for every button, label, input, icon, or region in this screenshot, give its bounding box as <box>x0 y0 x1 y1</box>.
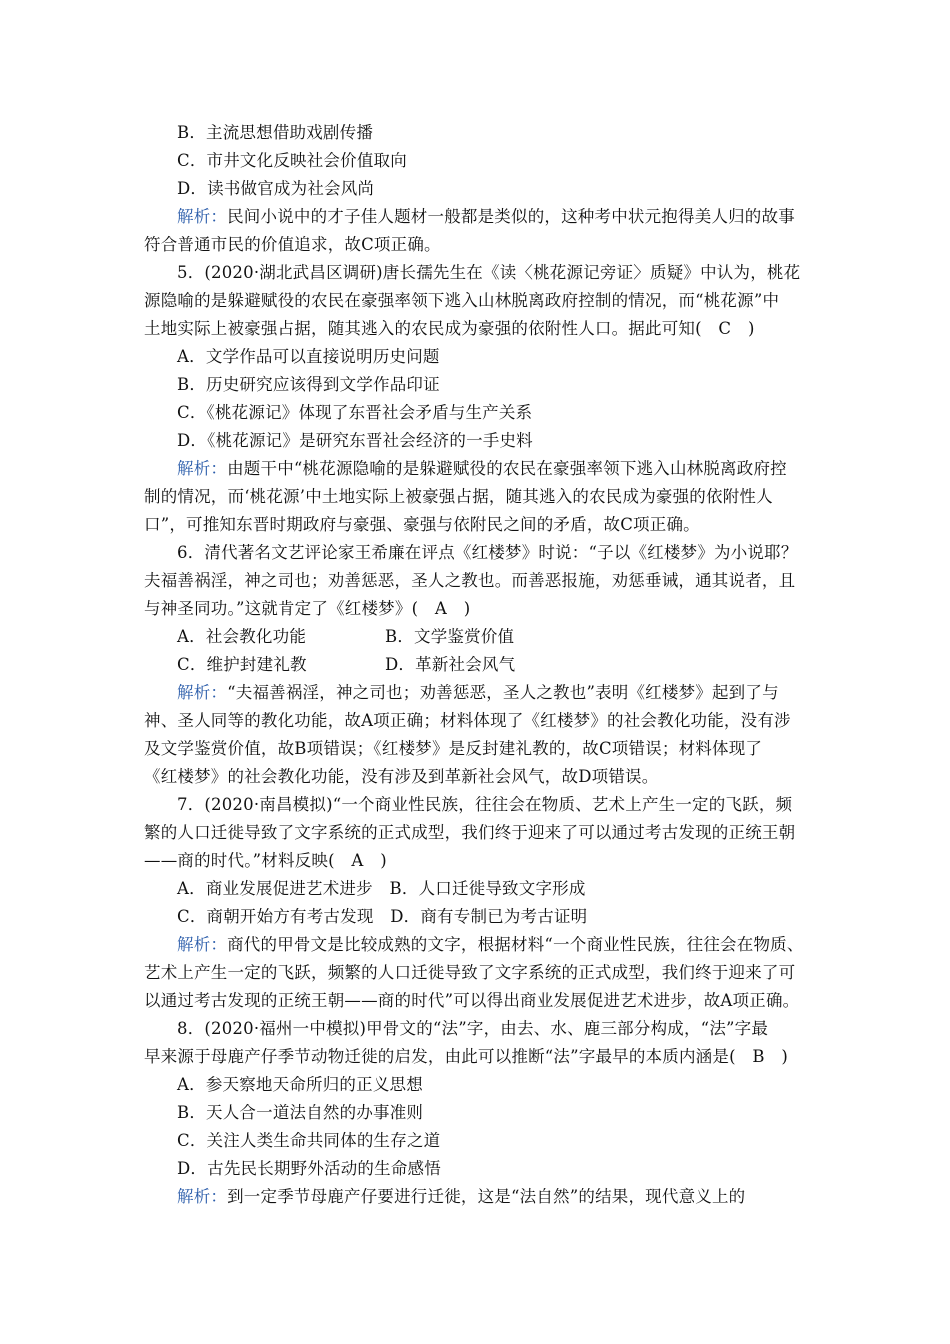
q5-stem-line: 5．(2020·湖北武昌区调研)唐长孺先生在《读〈桃花源记旁证〉质疑》中认为，桃花 <box>177 263 801 282</box>
q7-stem-line: 繁的人口迁徙导致了文字系统的正式成型，我们终于迎来了可以通过考古发现的正统王朝 <box>144 823 796 842</box>
q4-option-b: B．主流思想借助戏剧传播 <box>177 123 374 142</box>
q7-options-row: A．商业发展促进艺术进步 B．人口迁徙导致文字形成 <box>177 879 586 898</box>
q6-stem-line: 6．清代著名文艺评论家王希廉在评点《红楼梦》时说：“子以《红楼梦》为小说耶？ <box>177 543 798 562</box>
q8-option-b: B．天人合一道法自然的办事准则 <box>177 1103 424 1122</box>
q6-stem-line: 与神圣同功。”这就肯定了《红楼梦》( A ) <box>144 599 471 618</box>
q6-analysis-line: 解析：“夫福善祸淫，神之司也；劝善惩恶，圣人之教也”表明《红楼梦》起到了与 <box>177 683 779 702</box>
q5-option-b: B．历史研究应该得到文学作品印证 <box>177 375 440 394</box>
analysis-label: 解析： <box>177 935 228 954</box>
q6-stem-line: 夫福善祸淫，神之司也；劝善惩恶，圣人之教也。而善恶报施，劝惩垂诫，通其说者，且 <box>144 571 796 590</box>
q7-analysis-line: 以通过考古发现的正统王朝——商的时代”可以得出商业发展促进艺术进步，故A项正确。 <box>144 991 800 1010</box>
q7-analysis-line: 艺术上产生一定的飞跃，频繁的人口迁徙导致了文字系统的正式成型，我们终于迎来了可 <box>144 963 796 982</box>
q5-stem-line: 土地实际上被豪强占据，随其逃入的农民成为豪强的依附性人口。据此可知( C ) <box>144 319 755 338</box>
q5-option-a: A．文学作品可以直接说明历史问题 <box>177 347 440 366</box>
analysis-label: 解析： <box>177 459 228 478</box>
q6-option-a: A．社会教化功能 <box>177 627 307 646</box>
q4-analysis-line: 符合普通市民的价值追求，故C项正确。 <box>144 235 441 254</box>
analysis-label: 解析： <box>177 1187 228 1206</box>
q5-option-c: C．《桃花源记》体现了东晋社会矛盾与生产关系 <box>177 403 533 422</box>
q8-option-a: A．参天察地天命所归的正义思想 <box>177 1075 423 1094</box>
q5-option-d: D．《桃花源记》是研究东晋社会经济的一手史料 <box>177 431 533 450</box>
q6-options-row <box>177 655 516 675</box>
analysis-label: 解析： <box>177 207 228 226</box>
q8-stem-line: 早来源于母鹿产仔季节动物迁徙的启发，由此可以推断“法”字最早的本质内涵是( B ) <box>144 1047 789 1066</box>
q5-analysis-line: 制的情况，而‘桃花源’中土地实际上被豪强占据，随其逃入的农民成为豪强的依附性人 <box>144 487 773 506</box>
q8-option-d: D．古先民长期野外活动的生命感悟 <box>177 1159 441 1178</box>
q7-analysis-line: 解析：商代的甲骨文是比较成熟的文字，根据材料“一个商业性民族，往往会在物质、 <box>177 935 804 954</box>
q5-analysis-line: 解析：由题干中“桃花源隐喻的是躲避赋役的农民在豪强率领下逃入山林脱离政府控 <box>177 459 787 478</box>
q6-analysis-line: 《红楼梦》的社会教化功能，没有涉及到革新社会风气，故D项错误。 <box>144 767 659 786</box>
q6-option-d: D．革新社会风气 <box>385 655 516 674</box>
q8-analysis-line: 解析：到一定季节母鹿产仔要进行迁徙，这是“法自然”的结果，现代意义上的 <box>177 1187 746 1206</box>
q8-stem-line: 8．(2020·福州一中模拟)甲骨文的“法”字，由去、水、鹿三部分构成，“法”字最 <box>177 1019 769 1038</box>
q4-option-c: C．市井文化反映社会价值取向 <box>177 151 407 170</box>
analysis-label: 解析： <box>177 683 228 702</box>
q7-stem-line: 7．(2020·南昌模拟)“一个商业性民族，往往会在物质、艺术上产生一定的飞跃，频 <box>177 795 793 814</box>
q7-options-row: C．商朝开始方有考古发现 D．商有专制已为考古证明 <box>177 907 588 926</box>
q5-analysis-line: 口”，可推知东晋时期政府与豪强、豪强与依附民之间的矛盾，故C项正确。 <box>144 515 700 534</box>
q8-option-c: C．关注人类生命共同体的生存之道 <box>177 1131 441 1150</box>
q5-stem-line: 源隐喻的是躲避赋役的农民在豪强率领下逃入山林脱离政府控制的情况，而“桃花源”中 <box>144 291 780 310</box>
q4-option-d: D．读书做官成为社会风尚 <box>177 179 375 198</box>
q7-stem-line: ——商的时代。”材料反映( A ) <box>144 851 387 870</box>
q6-analysis-line: 及文学鉴赏价值，故B项错误；《红楼梦》是反封建礼教的，故C项错误；材料体现了 <box>144 739 763 758</box>
q6-option-c: C．维护封建礼教 <box>177 655 307 674</box>
q6-options-row <box>177 627 515 647</box>
q6-option-b: B．文学鉴赏价值 <box>385 627 515 646</box>
q6-analysis-line: 神、圣人同等的教化功能，故A项正确；材料体现了《红楼梦》的社会教化功能，没有涉 <box>144 711 791 730</box>
q4-analysis-line: 解析：民间小说中的才子佳人题材一般都是类似的，这种考中状元抱得美人归的故事 <box>177 207 795 226</box>
